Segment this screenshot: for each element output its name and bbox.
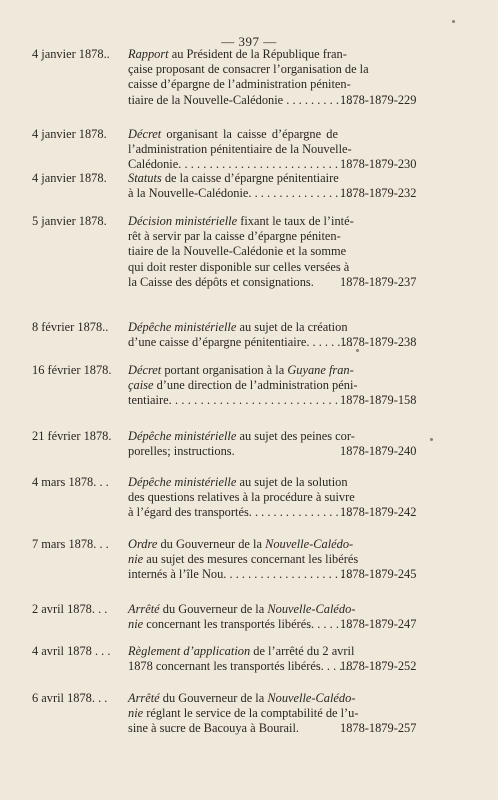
entry-date: 5 janvier 1878. — [32, 214, 107, 228]
entry-line — [128, 602, 356, 617]
entry-line — [128, 706, 359, 721]
entry-line — [128, 320, 348, 335]
text-segment: rêt à servir par la caisse d’épargne péniten- — [128, 229, 341, 244]
entry-date: 2 avril 1878. . . — [32, 602, 108, 616]
entry-date: 7 mars 1878. . . — [32, 537, 109, 551]
entry-line — [128, 691, 356, 706]
entry-date: 16 février 1878. — [32, 363, 112, 377]
text-segment: tiaire de la Nouvelle-Calédonie et la somme — [128, 244, 347, 259]
entry-description — [128, 320, 353, 350]
italic-text: Décision ministérielle — [128, 214, 238, 228]
text-segment: au sujet des peines cor- — [236, 429, 355, 443]
entry-line — [128, 659, 355, 674]
entry-description — [128, 537, 359, 583]
text-segment: au sujet de la création — [236, 320, 348, 334]
entry-line — [128, 62, 369, 77]
text-segment: au sujet des mesures concernant les libérés — [143, 552, 359, 567]
italic-text: Arrêté — [128, 691, 160, 705]
italic-text: Guyane fran- — [287, 363, 354, 377]
entry-line — [128, 47, 347, 62]
entry-line — [128, 127, 338, 142]
entry-reference: 1878-1879-242 — [340, 505, 417, 520]
text-segment: au Président de la République fran- — [168, 47, 347, 61]
italic-text: Dépêche ministérielle — [128, 320, 237, 334]
text-segment: qui doit rester disponible sur celles versées à — [128, 259, 350, 274]
italic-text: Dépêche ministérielle — [128, 429, 237, 443]
text-segment: des questions relatives à la procédure à suivre — [128, 490, 355, 505]
entry-reference: 1878-1879-257 — [340, 721, 417, 736]
entry-date: 6 avril 1878. . . — [32, 691, 108, 705]
entry-line — [128, 444, 338, 459]
entry-description — [128, 214, 354, 290]
entry-line — [128, 505, 351, 520]
entry-description — [128, 691, 359, 737]
entry-line — [128, 229, 341, 244]
entry-date: 8 février 1878.. — [32, 320, 109, 334]
text-segment: çaise proposant de consacrer l’organisation de la — [128, 62, 369, 77]
entry-reference: 1878-1879-247 — [340, 617, 417, 632]
paper-speck — [430, 438, 433, 441]
entry-description — [128, 429, 355, 459]
entry-line — [128, 617, 352, 632]
italic-text: nie — [128, 552, 144, 567]
italic-text: Rapport — [128, 47, 169, 61]
text-segment: porelles; instructions. — [128, 444, 235, 459]
entry-date: 4 janvier 1878. — [32, 127, 107, 141]
entry-description — [128, 363, 358, 409]
italic-text: Nouvelle-Calédo- — [267, 602, 356, 616]
italic-text: nie — [128, 706, 144, 721]
entry-line — [128, 335, 353, 350]
entry-line — [128, 186, 357, 201]
entry-line — [128, 92, 358, 108]
entry-date: 4 janvier 1878. — [32, 171, 107, 185]
text-segment: à la Nouvelle-Calédonie. . . . . . . . . . . . . . . . . . — [128, 186, 357, 201]
text-segment: sine à sucre de Bacouya à Bourail. — [128, 721, 299, 736]
entry-line — [128, 142, 352, 157]
italic-text: Dépêche ministérielle — [128, 475, 237, 489]
text-segment: 1878 concernant les transportés libérés. . . . . . — [128, 659, 355, 674]
paper-speck — [452, 20, 455, 23]
entry-line — [128, 567, 351, 582]
entry-line — [128, 275, 338, 290]
entry-line — [128, 393, 338, 408]
text-segment: organisant la caisse d’épargne de — [161, 127, 338, 141]
text-segment: tentiaire. . . . . . . . . . . . . . . . . . . . . . . . . . . — [128, 393, 338, 408]
text-segment: internés à l’île Nou. . . . . . . . . . . . . . . . . . . . . — [128, 567, 351, 582]
entry-date: 21 février 1878. — [32, 429, 112, 443]
entry-date: 4 janvier 1878.. — [32, 47, 110, 61]
text-segment: portant organisation à la — [161, 363, 288, 377]
paper-speck — [356, 349, 359, 352]
text-segment: la Caisse des dépôts et consignations. — [128, 274, 314, 289]
text-segment: du Gouverneur de la — [157, 537, 266, 551]
entry-line — [128, 552, 359, 567]
entry-line — [128, 644, 355, 659]
text-segment: du Gouverneur de la — [159, 602, 268, 616]
entry-reference: 1878-1879-230 — [340, 157, 417, 172]
entry-line — [128, 363, 354, 378]
entry-date: 4 mars 1878. . . — [32, 475, 109, 489]
entry-reference: 1878-1879-238 — [340, 335, 417, 350]
entry-line — [128, 171, 338, 186]
italic-text: Arrêté — [128, 602, 160, 616]
text-segment: fixant le taux de l’inté- — [237, 214, 354, 228]
italic-text: Décret — [128, 127, 162, 141]
entry-description — [128, 171, 357, 201]
italic-text: Nouvelle-Calédo- — [267, 691, 356, 705]
text-segment: l’administration pénitentiaire de la Nouvelle- — [128, 142, 352, 157]
entry-line — [128, 537, 354, 552]
entry-reference: 1878-1879-158 — [340, 393, 417, 408]
entry-line — [128, 429, 355, 444]
text-segment: de l’arrêté du 2 avril — [250, 644, 355, 658]
entry-reference: 1878-1879-252 — [340, 659, 417, 674]
page-number: — 397 — — [221, 34, 277, 49]
italic-text: Ordre — [128, 537, 158, 551]
entry-line — [128, 77, 351, 92]
entry-date: 4 avril 1878 . . . — [32, 644, 111, 658]
entry-line — [128, 490, 355, 505]
text-segment: de la caisse d’épargne pénitentiaire — [161, 171, 339, 185]
entry-description — [128, 47, 369, 108]
italic-text: Statuts — [128, 171, 162, 185]
entry-line — [128, 214, 354, 229]
entry-reference: 1878-1879-245 — [340, 567, 417, 582]
text-segment: à l’égard des transportés. . . . . . . . . . . . . . . . . — [128, 505, 351, 520]
italic-text: Décret — [128, 363, 162, 377]
entry-description — [128, 127, 352, 173]
text-segment: d’une direction de l’administration péni- — [153, 378, 358, 393]
entry-reference: 1878-1879-237 — [340, 274, 417, 289]
entry-description — [128, 602, 356, 632]
italic-text: nie — [128, 617, 144, 632]
entry-reference: 1878-1879-229 — [340, 92, 417, 107]
entry-line — [128, 475, 348, 490]
text-segment: caisse d’épargne de l’administration péniten- — [128, 77, 351, 92]
text-segment: réglant le service de la comptabilité de l’u- — [143, 706, 359, 721]
text-segment: du Gouverneur de la — [159, 691, 268, 705]
entry-description — [128, 644, 355, 674]
text-segment: d’une caisse d’épargne pénitentiaire. . . . . . . . — [128, 335, 353, 350]
entry-reference: 1878-1879-232 — [340, 186, 417, 201]
entry-description — [128, 475, 355, 521]
entry-line — [128, 378, 358, 393]
text-segment: au sujet de la solution — [236, 475, 348, 489]
entry-line — [128, 244, 347, 259]
entry-line — [128, 259, 350, 275]
italic-text: Règlement d’application — [128, 644, 251, 658]
text-segment: Calédonie. . . . . . . . . . . . . . . . . . . . . . . . . . — [128, 157, 338, 172]
entry-reference: 1878-1879-240 — [340, 444, 417, 459]
italic-text: Nouvelle-Calédo- — [265, 537, 354, 551]
italic-text: çaise — [128, 378, 154, 393]
text-segment: concernant les transportés libérés. . . . . . . — [143, 617, 352, 632]
text-segment: tiaire de la Nouvelle-Calédonie . . . . . . . . . . . . — [128, 92, 358, 107]
entry-line — [128, 721, 338, 736]
